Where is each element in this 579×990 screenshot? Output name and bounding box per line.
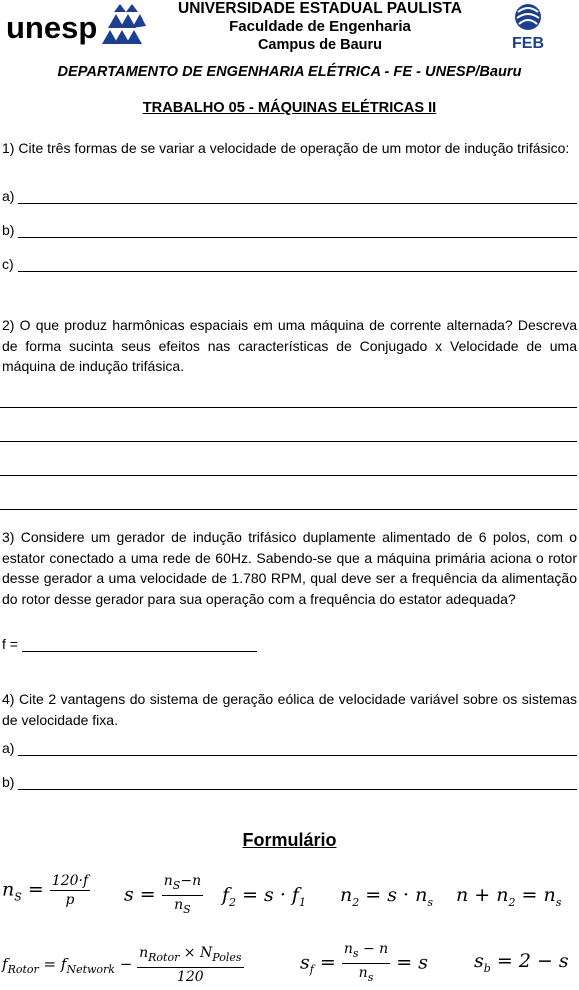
formula-slip-frequency: $s_f$ = $\frac{n_s - n}{n_s}$ = s	[300, 941, 428, 984]
answer-line[interactable]	[18, 258, 577, 272]
q4-answer-a[interactable]	[2, 738, 577, 756]
formula-slip-b: $s_b = 2 - s$	[474, 950, 569, 975]
feb-logo-icon	[500, 2, 556, 50]
feb-logo-text: FEB	[512, 35, 544, 50]
formula-rotor-network-frequency: $f_{Rotor} = f_{Network}$ − $\frac{n_{Rotor} \times N_{Poles}}{120}$	[2, 945, 242, 985]
department-title: DEPARTAMENTO DE ENGENHARIA ELÉTRICA - FE - UNESP/Bauru	[57, 64, 522, 80]
answer-line[interactable]	[18, 224, 577, 238]
q2-answer-line-3[interactable]	[0, 475, 577, 476]
q1-a-label: a)	[2, 188, 15, 204]
q1-answer-a[interactable]	[2, 186, 577, 204]
formula-slip: s = $\frac{n_S-n}{n_S}$	[124, 873, 202, 916]
question-4-text: 4) Cite 2 vantagens do sistema de geração eólica de velocidade variável sobre os sistemas de velocidade fixa.	[2, 691, 577, 728]
question-3-text: 3) Considere um gerador de indução trifásico duplamente alimentado de 6 polos, com o estator conectado a uma rede de 60Hz. Sabendo-se que a máquina primária aciona o rotor desse gerador a uma velocidade de 1.780 RPM, qual deve ser a frequência da alimentação do rotor desse gerador para sua operação com a frequência do estator adequada?	[2, 529, 577, 607]
q1-c-label: c)	[2, 256, 14, 272]
q4-answer-b[interactable]	[2, 772, 577, 790]
q1-b-label: b)	[2, 222, 15, 238]
answer-line[interactable]	[18, 190, 577, 204]
formula-rotor-frequency: $f_2 = s \cdot f_1$	[222, 884, 306, 909]
q4-a-label: a)	[2, 740, 15, 756]
university-header	[160, 0, 480, 54]
formula-slip-speed: $n_2 = s \cdot n_s$	[340, 884, 434, 909]
campus-name: Campus de Bauru	[257, 37, 383, 53]
q3-answer-f[interactable]	[2, 634, 257, 652]
unesp-grid-logo-icon	[100, 4, 148, 46]
answer-line[interactable]	[22, 638, 257, 652]
faculty-name: Faculdade de Engenharia	[229, 18, 411, 35]
question-1-text: 1) Cite três formas de se variar a velocidade de operação de um motor de indução trifásico:	[2, 140, 570, 156]
q2-answer-line-2[interactable]	[0, 441, 577, 442]
university-name: UNIVERSIDADE ESTADUAL PAULISTA	[178, 0, 462, 17]
q3-f-label: f =	[2, 636, 18, 652]
question-2-text: 2) O que produz harmônicas espaciais em uma máquina de corrente alternada? Descreva de forma sucinta seus efeitos nas características de Conjugado x Velocidade de uma máquina de indução trifásica.	[2, 317, 577, 374]
q2-answer-line-1[interactable]	[0, 407, 577, 408]
q2-answer-line-4[interactable]	[0, 509, 577, 510]
unesp-logo-text: unesp	[6, 10, 98, 45]
answer-line[interactable]	[18, 742, 577, 756]
assignment-title: TRABALHO 05 - MÁQUINAS ELÉTRICAS II	[142, 100, 437, 116]
formulario-title: Formulário	[242, 830, 337, 850]
q4-b-label: b)	[2, 774, 15, 790]
formula-speed-sum: $n + n_2 = n_s$	[456, 884, 562, 909]
q1-answer-c[interactable]	[2, 254, 577, 272]
q1-answer-b[interactable]	[2, 220, 577, 238]
answer-line[interactable]	[18, 776, 577, 790]
formula-synchronous-speed: $n_S$ = $\frac{120\cdot f}{p}$	[2, 873, 89, 908]
